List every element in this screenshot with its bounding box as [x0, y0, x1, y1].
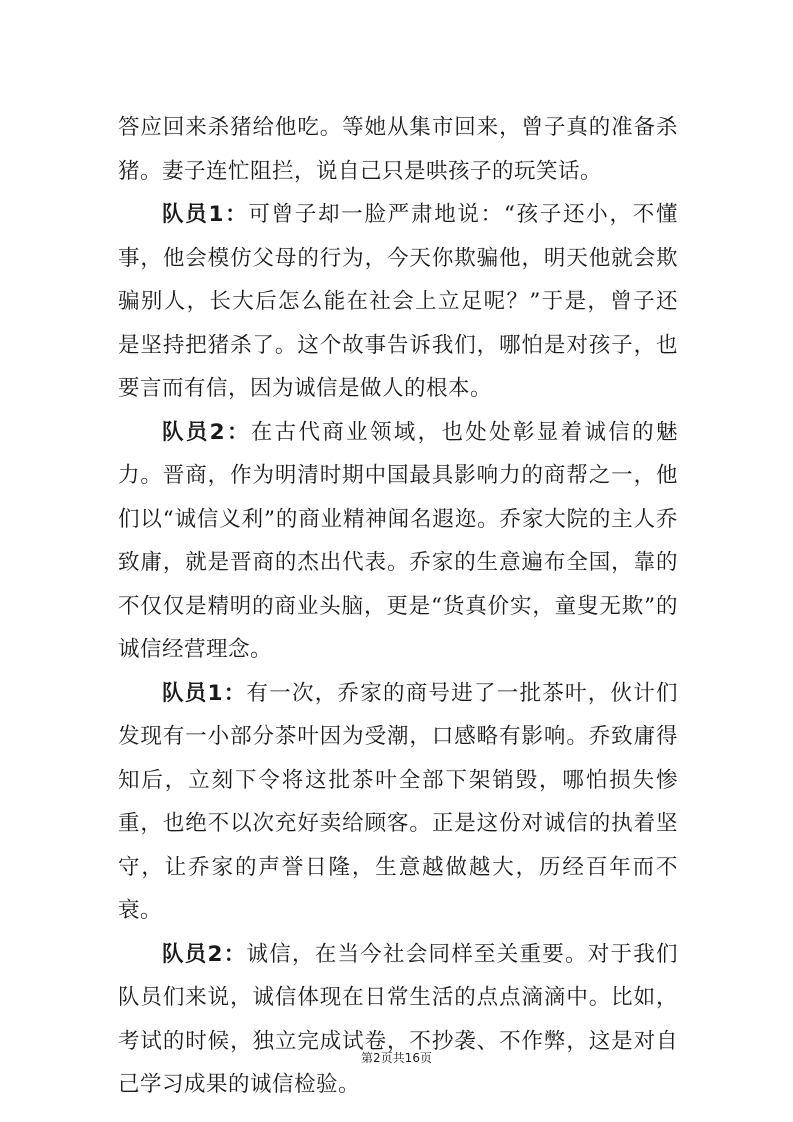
paragraph-dialogue: [118, 933, 678, 1107]
speaker-label: 队员2：: [162, 419, 251, 445]
paragraph-continuation: [118, 106, 678, 193]
paragraph-text: 在古代商业领域，也处处彰显着诚信的魅力。晋商，作为明清时期中国最具影响力的商帮之一，他们以“诚信义利”的商业精神闻名遐迩。乔家大院的主人乔致庸，就是晋商的杰出代表。乔家的生意遍布全国，靠的不仅仅是精明的商业头脑，更是“货真价实，童叟无欺”的诚信经营理念。: [118, 419, 678, 662]
paragraph-text: 诚信，在当今社会同样至关重要。对于我们队员们来说，诚信体现在日常生活的点点滴滴中。比如，考试的时候，独立完成试卷，不抄袭、不作弊，这是对自己学习成果的诚信检验。: [118, 941, 678, 1097]
speaker-label: 队员1：: [162, 680, 247, 706]
paragraph-text: 有一次，乔家的商号进了一批茶叶，伙计们发现有一小部分茶叶因为受潮，口感略有影响。乔致庸得知后，立刻下令将这批茶叶全部下架销毁，哪怕损失惨重，也绝不以次充好卖给顾客。正是这份对诚信的执着坚守，让乔家的声誉日隆，生意越做越大，历经百年而不衰。: [118, 680, 678, 923]
paragraph-dialogue: [118, 411, 678, 672]
paragraph-text: 可曾子却一脸严肃地说：“孩子还小，不懂事，他会模仿父母的行为，今天你欺骗他，明天他就会欺骗别人，长大后怎么能在社会上立足呢？”于是，曾子还是坚持把猪杀了。这个故事告诉我们，哪怕是对孩子，也要言而有信，因为诚信是做人的根本。: [118, 202, 678, 401]
speaker-label: 队员1：: [162, 202, 249, 227]
paragraph-text: 答应回来杀猪给他吃。等她从集市回来，曾子真的准备杀猪。妻子连忙阻拦，说自己只是哄孩子的玩笑话。: [118, 115, 678, 184]
paragraph-dialogue: [118, 672, 678, 933]
document-body: [118, 106, 678, 1107]
speaker-label: 队员2：: [162, 941, 247, 967]
paragraph-dialogue: [118, 193, 678, 411]
page-number-footer: 第2页共16页: [361, 1051, 432, 1065]
